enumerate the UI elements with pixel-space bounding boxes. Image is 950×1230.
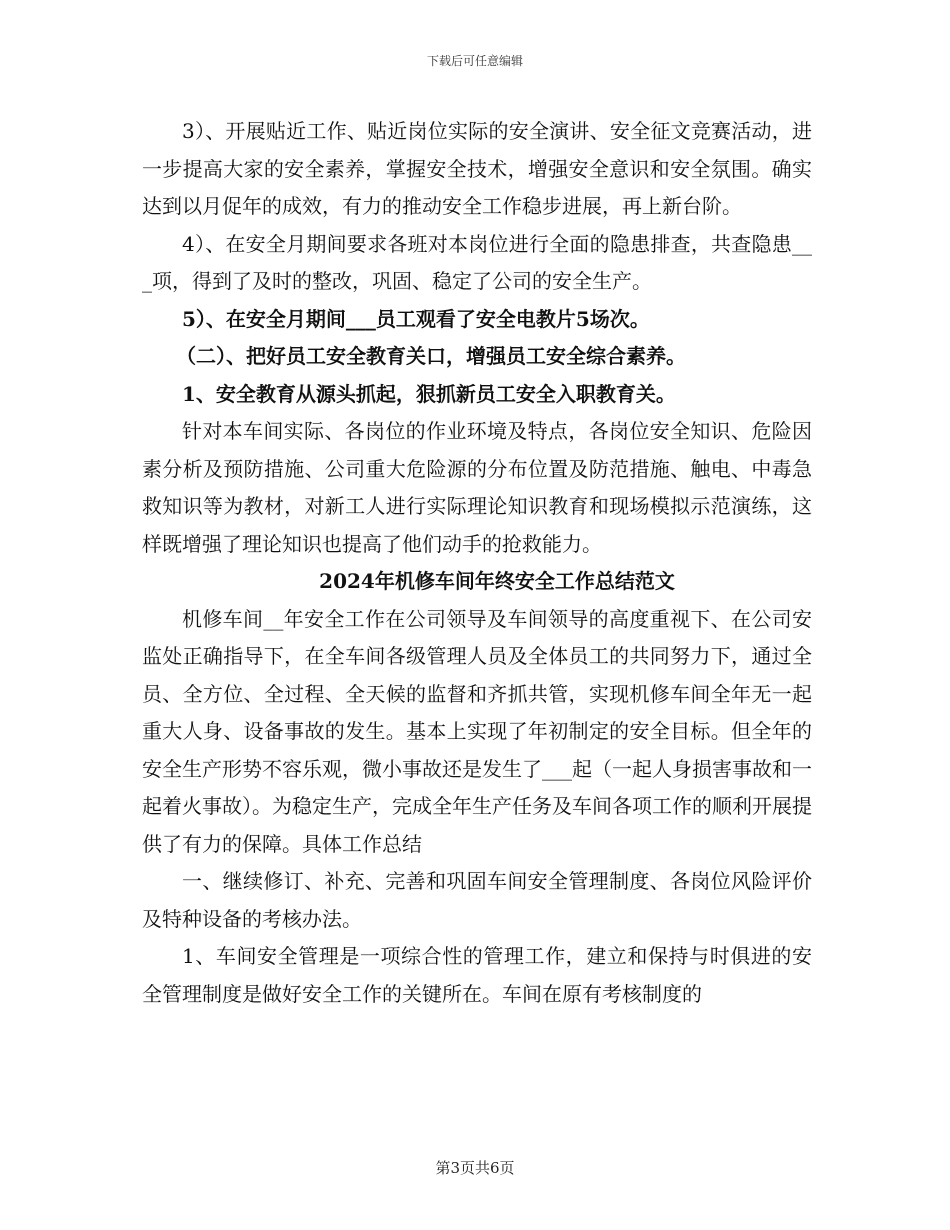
subsection-heading-1: 1、安全教育从源头抓起，狠抓新员工安全入职教育关。 — [182, 381, 676, 406]
paragraph-management-1: 1、车间安全管理是一项综合性的管理工作，建立和保持与时俱进的安全管理制度是做好安全工作的关键所在。车间在原有考核制度的 — [142, 944, 812, 1006]
document-title: 2024年机修车间年终安全工作总结范文 — [319, 569, 675, 593]
section-heading-1: 一、继续修订、补充、完善和巩固车间安全管理制度、各岗位风险评价及特种设备的考核办法。 — [142, 869, 812, 931]
paragraph-item-3: 3）、开展贴近工作、贴近岗位实际的安全演讲、安全征文竞赛活动，进一步提高大家的安全素养，掌握安全技术，增强安全意识和安全氛围。确实达到以月促年的成效，有力的推动安全工作稳步进展，再上新台阶。 — [142, 119, 812, 218]
page-footer-number: 第3页共6页 — [435, 1159, 515, 1177]
paragraph-summary-intro: 机修车间__年安全工作在公司领导及车间领导的高度重视下、在公司安监处正确指导下，在全车间各级管理人员及全体员工的共同努力下，通过全员、全方位、全过程、全天候的监督和齐抓共管，实现机修车间全年无一起重大人身、设备事故的发生。基本上实现了年初制定的安全目标。但全年的安全生产形势不容乐观，微小事故还是发生了___起（一起人身损害事故和一起着火事故）。为稳定生产，完成全年生产任务及车间各项工作的顺利开展提供了有力的保障。具体工作总结 — [142, 606, 812, 856]
paragraph-item-5: 5）、在安全月期间___员工观看了安全电教片5场次。 — [182, 306, 650, 331]
section-heading-2: （二）、把好员工安全教育关口，增强员工安全综合素养。 — [176, 344, 686, 368]
paragraph-item-4: 4）、在安全月期间要求各班对本岗位进行全面的隐患排查，共查隐患___项，得到了及时的整改，巩固、稳定了公司的安全生产。 — [142, 231, 812, 293]
paragraph-new-employee-training: 针对本车间实际、各岗位的作业环境及特点，各岗位安全知识、危险因素分析及预防措施、公司重大危险源的分布位置及防范措施、触电、中毒急救知识等为教材，对新工人进行实际理论知识教育和现场模拟示范演练，这样既增强了理论知识也提高了他们动手的抢救能力。 — [142, 419, 812, 556]
document-body — [142, 113, 812, 1013]
page-header-note: 下载后可任意编辑 — [426, 54, 523, 68]
